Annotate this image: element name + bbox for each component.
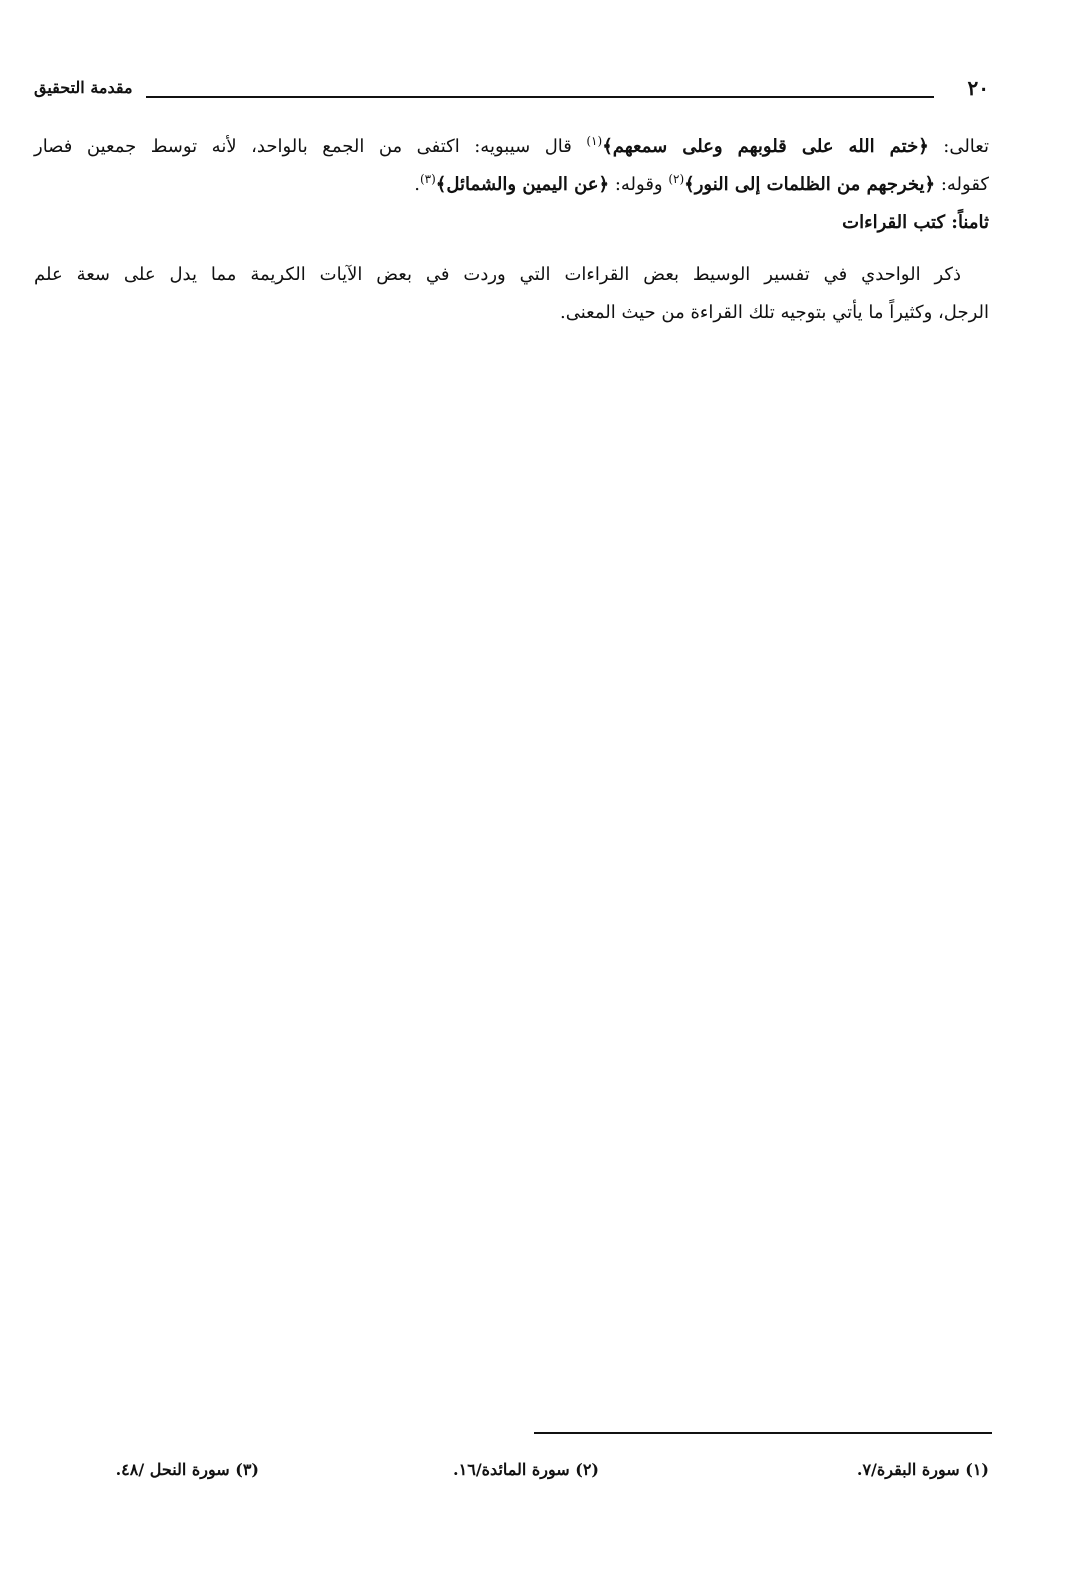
paragraph-line-1: ذكر الواحدي في تفسير الوسيط بعض القراءات التي وردت في بعض الآيات الكريمة مما يدل على سعة علم	[34, 264, 961, 285]
paragraph-line-2: الرجل، وكثيراً ما يأتي بتوجيه تلك القراءة من حيث المعنى.	[560, 302, 989, 323]
footnote-ref-2: (٢)	[668, 172, 685, 186]
page-header	[34, 76, 989, 106]
quran-quote: ﴿يخرجهم من الظلمات إلى النور﴾	[684, 174, 936, 195]
quran-quote: ﴿ختم الله على قلوبهم وعلى سمعهم﴾	[602, 136, 929, 157]
header-rule	[146, 96, 934, 98]
text-segment: تعالى:	[928, 136, 989, 157]
quran-quote: ﴿عن اليمين والشمائل﴾	[435, 174, 610, 195]
section-heading: ثامناً: كتب القراءات	[842, 212, 989, 233]
text-segment: وقوله:	[609, 174, 669, 195]
text-segment: كقوله:	[935, 174, 989, 195]
footnotes	[34, 1460, 989, 1490]
page-number: ٢٠	[967, 76, 989, 100]
footnote-2: (٢) سورة المائدة/١٦.	[453, 1460, 599, 1479]
text-segment: .	[414, 174, 420, 195]
footnote-ref-3: (٣)	[419, 172, 436, 186]
text-line-1	[34, 128, 989, 166]
text-segment: قال سيبويه: اكتفى من الجمع بالواحد، لأنه توسط جمعين فصار	[34, 136, 587, 157]
footnote-1: (١) سورة البقرة/٧.	[856, 1460, 989, 1479]
running-title: مقدمة التحقيق	[34, 78, 133, 97]
text-line-2	[34, 166, 989, 204]
footnote-rule	[534, 1432, 992, 1434]
footnote-ref-1: (١)	[586, 134, 603, 148]
body-text	[34, 128, 989, 332]
footnote-3: (٣) سورة النحل /٤٨.	[115, 1460, 259, 1479]
